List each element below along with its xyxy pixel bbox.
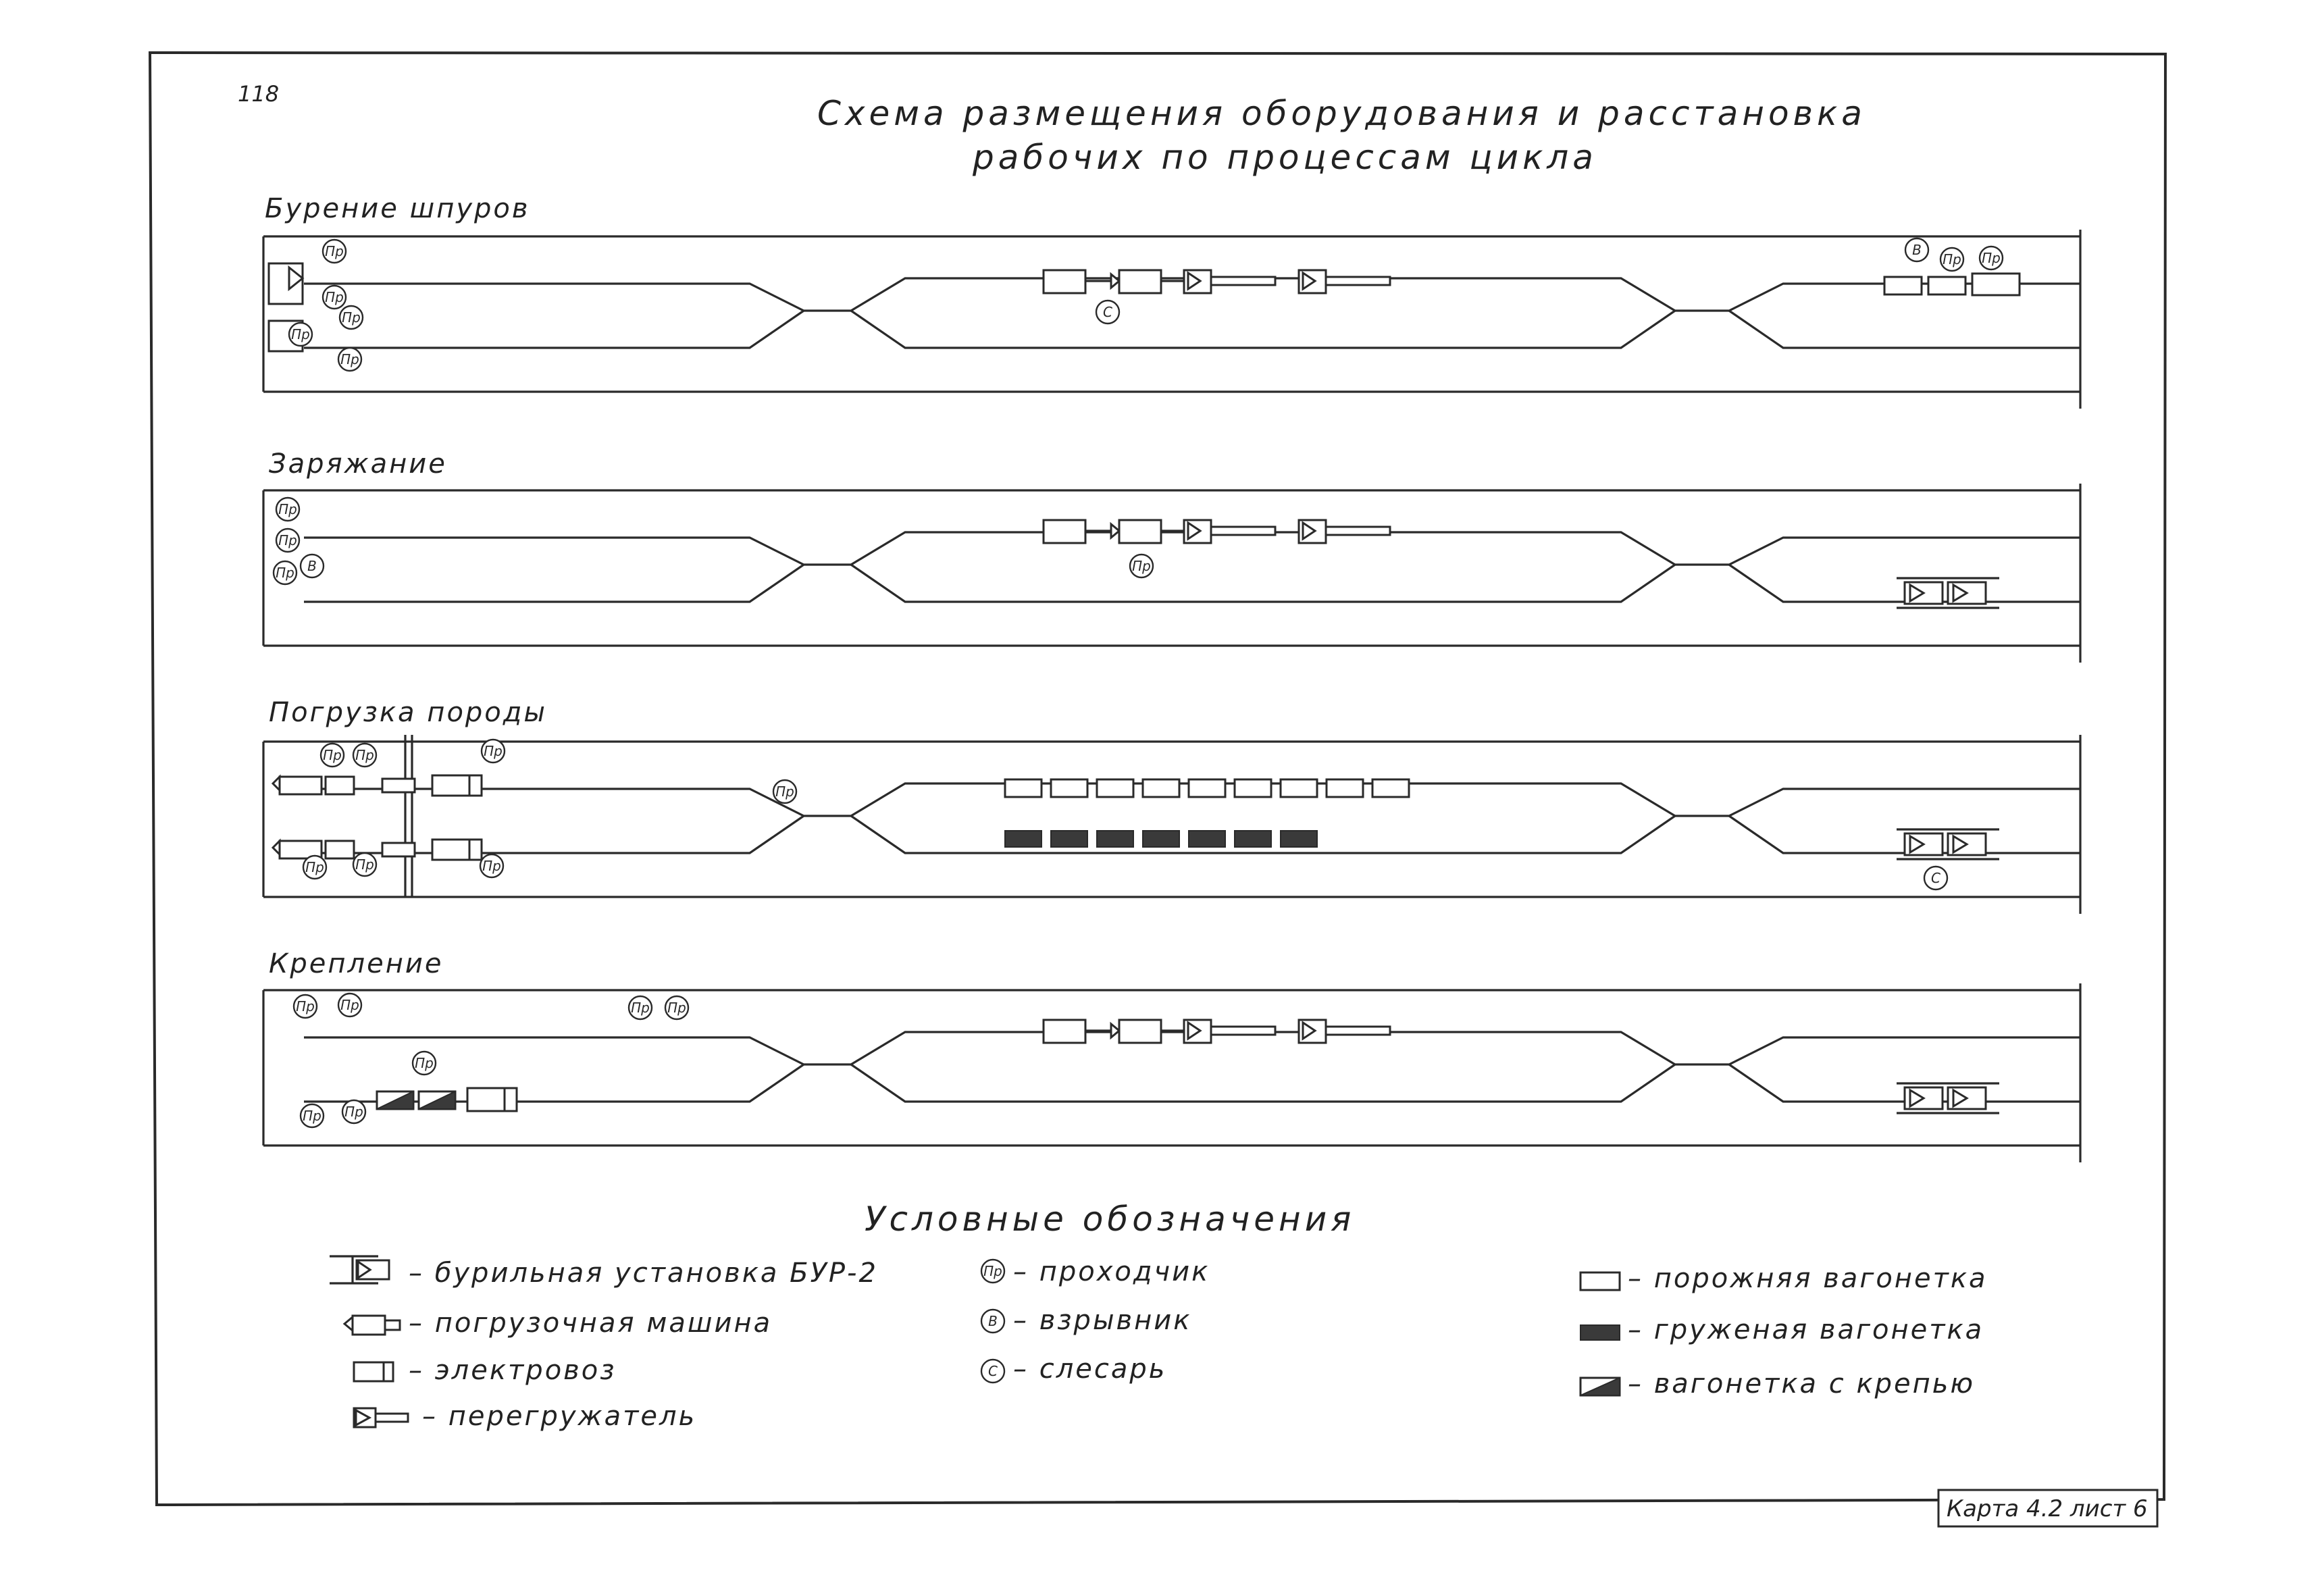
svg-text:Пр: Пр [291,326,310,342]
section-label: Заряжание [269,448,447,480]
legend-item-driller: – проходчик [1013,1256,1210,1287]
driller-marker [289,323,312,346]
svg-text:Пр: Пр [325,243,344,259]
legend-item-drill-rig: – бурильная установка БУР-2 [409,1258,878,1289]
legend-item-support-wagon: – вагонетка с крепью [1628,1368,1976,1399]
legend-item-blaster: – взрывник [1013,1305,1192,1336]
svg-text:Пр: Пр [278,532,297,548]
legend-item-loader: – погрузочная машина [409,1308,773,1339]
driller-marker [1980,247,2003,269]
svg-text:Пр: Пр [340,997,359,1013]
section-charging [263,448,2080,663]
section-label: Погрузка породы [269,697,548,728]
driller-marker [413,1052,436,1075]
svg-text:В: В [988,1313,998,1329]
driller-marker [981,1260,1004,1283]
driller-marker [321,744,344,767]
driller-marker [1940,248,1963,271]
svg-text:Пр: Пр [276,565,294,581]
driller-marker [338,348,361,371]
blaster-marker [301,555,324,577]
svg-text:Пр: Пр [1943,251,1961,267]
driller-marker [274,561,297,584]
driller-marker [629,996,652,1019]
driller-marker [353,744,376,767]
fitter-marker [981,1360,1004,1383]
support-wagons [377,1088,517,1111]
svg-text:Пр: Пр [296,998,315,1014]
section-label: Бурение шпуров [265,193,530,224]
driller-marker [301,1104,324,1127]
track-scheme [263,735,2080,914]
svg-text:С: С [1103,304,1112,320]
svg-text:С: С [988,1363,998,1379]
svg-text:Пр: Пр [484,743,503,759]
driller-marker [482,740,505,763]
svg-text:Пр: Пр [355,856,374,873]
legend-item-loaded-wagon: – груженая вагонетка [1628,1314,1984,1345]
svg-text:Пр: Пр [278,501,297,517]
section-label: Крепление [269,948,444,979]
svg-text:Пр: Пр [415,1055,434,1071]
driller-marker [338,994,361,1016]
legend-title: Условные обозначения [865,1200,1356,1239]
svg-text:Пр: Пр [631,1000,650,1016]
svg-text:Пр: Пр [482,858,501,874]
driller-marker [340,306,363,329]
driller-marker [773,780,796,803]
svg-text:С: С [1931,870,1940,886]
legend-item-fitter: – слесарь [1013,1354,1167,1385]
sheet-stamp: Карта 4.2 лист 6 [1947,1495,2148,1522]
section-drilling [263,193,2080,409]
svg-text:Пр: Пр [983,1263,1002,1279]
svg-text:Пр: Пр [1132,558,1151,574]
driller-marker [665,996,688,1019]
track-scheme [263,230,2080,409]
title-line-2: рабочих по процессам цикла [973,138,1597,177]
driller-marker [323,240,346,263]
page-number: 118 [238,81,280,107]
empty-wagon-row [1005,779,1409,797]
svg-text:Пр: Пр [325,289,344,305]
loaded-wagon-row [1005,831,1317,847]
driller-marker [480,854,503,877]
svg-text:В: В [307,558,317,574]
svg-text:Пр: Пр [340,351,359,367]
driller-marker [323,286,346,309]
blaster-marker [981,1310,1004,1333]
legend-item-transloader: – перегружатель [422,1401,697,1432]
svg-text:Пр: Пр [355,747,374,763]
svg-text:Пр: Пр [1982,250,2001,266]
title-line-1: Схема размещения оборудования и расстановка [817,94,1866,133]
driller-marker [276,529,299,552]
driller-marker [1130,555,1153,577]
blaster-marker [1905,238,1928,261]
svg-text:Пр: Пр [342,309,361,326]
driller-marker [303,856,326,879]
svg-text:В: В [1912,242,1922,258]
track-scheme [263,484,2080,663]
driller-marker [342,1100,365,1123]
svg-text:Пр: Пр [344,1104,363,1120]
svg-text:Пр: Пр [303,1108,322,1124]
legend-item-locomotive: – электровоз [409,1355,617,1386]
svg-text:Пр: Пр [667,1000,686,1016]
driller-marker [353,853,376,876]
svg-text:Пр: Пр [775,783,794,800]
driller-marker [294,995,317,1018]
track-scheme [263,983,2080,1162]
fitter-marker [1924,867,1947,890]
fitter-marker [1096,301,1119,324]
section-loading [263,697,2080,914]
legend-item-empty-wagon: – порожняя вагонетка [1628,1263,1988,1294]
driller-marker [276,498,299,521]
svg-text:Пр: Пр [305,859,324,875]
section-support [263,948,2080,1162]
svg-text:Пр: Пр [323,747,342,763]
